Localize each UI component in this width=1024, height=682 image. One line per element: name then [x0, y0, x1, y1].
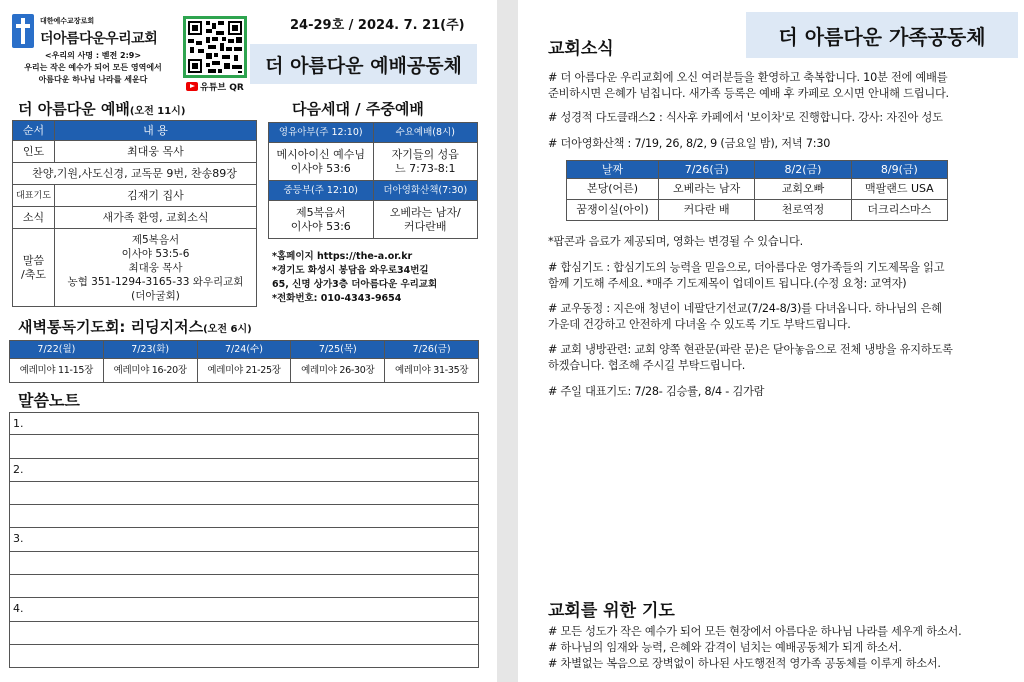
table-cell: 맥팔랜드 USA: [851, 179, 947, 200]
youtube-icon: [186, 82, 198, 91]
youtube-qr-label: [186, 80, 244, 93]
news-line: # 합심기도 : 합심기도의 능력을 믿음으로, 더아름다운 영가족들의 기도제목을 읽고: [548, 261, 945, 274]
table-row: [13, 229, 257, 307]
prayer-title: 교회를 위한 기도: [548, 601, 675, 621]
table-row: [13, 141, 257, 163]
note-line[interactable]: [9, 505, 479, 528]
news-line: # 교우동정 : 지은애 청년이 네팔단기선교(7/24-8/3)를 다녀옵니다. 하나님의 은혜: [548, 302, 942, 315]
note-line[interactable]: [9, 435, 479, 458]
news-line: # 더 아름다운 우리교회에 오신 여러분들을 환영하고 축복합니다. 10분 전에 예배를: [548, 71, 948, 84]
phone-number: *전화번호: 010-4343-9654: [272, 293, 402, 304]
table-cell: 천로역정: [755, 200, 851, 221]
order-label: 인도: [13, 141, 55, 163]
note-line[interactable]: 2.: [9, 459, 479, 482]
left-page: [0, 0, 497, 682]
sermon-content: [55, 229, 257, 307]
prayer-list: [548, 624, 1018, 672]
news-item: *팝콘과 음료가 제공되며, 영화는 변경될 수 있습니다.: [548, 235, 803, 248]
dawn-prayer-time: (오전 6시): [203, 324, 252, 335]
homepage-link[interactable]: *홈페이지 https://the-a.or.kr: [272, 251, 413, 262]
film-schedule-table: [566, 160, 948, 221]
table-row: [269, 143, 478, 181]
news-item: [548, 70, 1018, 102]
table-row: [10, 359, 479, 383]
news-line: 하겠습니다. 협조해 주시길 부탁드립니다.: [548, 359, 746, 372]
address-line: 65, 신명 상가3층 더아름다운 우리교회: [272, 279, 438, 290]
news-line: # 교회 냉방관련: 교회 양쪽 현관문(파란 문)은 닫아놓음으로 전체 냉방을 유지하도록: [548, 343, 953, 356]
sermon-label-line: 말씀: [22, 253, 45, 267]
table-header: 7/26(금): [659, 161, 755, 179]
prayer-item: # 차별없는 복음으로 장벽없이 하나된 사도행전적 영가족 공동체를 이루게 하소서.: [548, 657, 941, 670]
news-line: 가운데 건강하고 안전하게 다녀올 수 있도록 기도 부탁드립니다.: [548, 318, 851, 331]
note-line[interactable]: 4.: [9, 598, 479, 621]
table-header: 7/22(월): [10, 341, 104, 359]
table-cell: 꿈쟁이실(아이): [567, 200, 659, 221]
table-header: 영유아부(주 12:10): [269, 123, 374, 143]
table-header: 7/24(수): [197, 341, 291, 359]
table-cell: 오베라는 남자: [659, 179, 755, 200]
qr-code-pattern: [186, 19, 244, 75]
table-cell: 제5복음서 이사야 53:6: [269, 201, 374, 239]
sermon-notes-title: 말씀노트: [18, 391, 80, 410]
table-row: [13, 207, 257, 229]
sermon-line: 최대웅 목사: [128, 261, 183, 274]
next-gen-table: [268, 122, 478, 239]
table-header: 7/23(화): [103, 341, 197, 359]
worship-title-text: 더 아름다운 예배: [18, 100, 130, 118]
issue-number: 24-29호 / 2024. 7. 21(주): [290, 18, 465, 33]
worship-order-table: [12, 120, 257, 307]
table-cell: 예레미야 31-35장: [385, 359, 479, 383]
dawn-reading-table: [9, 340, 479, 383]
table-row: [269, 201, 478, 239]
table-cell: 예레미야 11-15장: [10, 359, 104, 383]
order-content: 김재기 집사: [55, 185, 257, 207]
table-cell: 더크리스마스: [851, 200, 947, 221]
contact-info: [272, 250, 437, 306]
denomination: 대한예수교장로회: [40, 17, 95, 25]
dawn-prayer-title-text: 새벽통독기도회: 리딩지저스: [18, 318, 204, 336]
youtube-label: 유튜브 QR: [200, 83, 244, 93]
order-content: 새가족 환영, 교회소식: [55, 207, 257, 229]
table-header: 순서: [13, 121, 55, 141]
news-item: [548, 342, 1018, 374]
news-item: # 더아영화산책 : 7/19, 26, 8/2, 9 (금요일 밤), 저녁 7:30: [548, 137, 831, 150]
table-header: 8/2(금): [755, 161, 851, 179]
mission-title: <우리의 사명 : 벧전 2:9>: [44, 51, 142, 60]
table-header: 더아영화산책(7:30): [373, 181, 478, 201]
note-line[interactable]: [9, 482, 479, 505]
sermon-line: 이사야 53:5-6: [121, 247, 190, 260]
note-line[interactable]: 3.: [9, 528, 479, 551]
mission-statement: [4, 50, 182, 86]
note-line[interactable]: [9, 552, 479, 575]
sermon-label-line: /축도: [21, 267, 46, 281]
order-label: 대표기도: [13, 185, 55, 207]
sermon-line: (더아굴회): [131, 289, 180, 302]
news-item: [548, 301, 1018, 333]
prayer-item: # 모든 성도가 작은 예수가 되어 모든 현장에서 아름다운 하나님 나라를 세우게 하소서.: [548, 625, 962, 638]
order-label: 소식: [13, 207, 55, 229]
worship-time: (오전 11시): [129, 106, 186, 117]
news-line: 준비하시면 은혜가 넘칩니다. 새가족 등록은 예배 후 카페로 오시면 안내해 드립니다.: [548, 87, 949, 100]
table-cell: 교회오빠: [755, 179, 851, 200]
family-community-banner: 더 아름다운 가족공동체: [746, 12, 1018, 58]
table-cell: 오베라는 남자/ 커다란배: [373, 201, 478, 239]
address-line: *경기도 화성시 봉담읍 와우로34번길: [272, 265, 429, 276]
table-header: 수요예배(8시): [373, 123, 478, 143]
dawn-prayer-title: [18, 316, 252, 337]
news-item: # 성경적 다도클래스2 : 식사후 카페에서 '보이차'로 진행합니다. 강사: 자진아 성도: [548, 111, 943, 124]
table-row: [567, 200, 948, 221]
table-row: [13, 185, 257, 207]
church-name: 더아름다운우리교회: [40, 31, 158, 47]
table-row: [13, 163, 257, 185]
table-cell: 예레미야 16-20장: [103, 359, 197, 383]
table-header: 내 용: [55, 121, 257, 141]
table-cell: 자기들의 성읍 느 7:73-8:1: [373, 143, 478, 181]
sermon-line: 농협 351-1294-3165-33 와우리교회: [67, 275, 244, 288]
table-cell: 예레미야 21-25장: [197, 359, 291, 383]
table-row: [567, 179, 948, 200]
prayer-item: # 하나님의 임재와 능력, 은혜와 감격이 넘치는 예배공동체가 되게 하소서.: [548, 641, 902, 654]
qr-code-icon[interactable]: [183, 16, 247, 78]
right-page: [518, 0, 1024, 682]
note-line[interactable]: [9, 645, 479, 668]
sermon-notes[interactable]: [9, 412, 479, 668]
note-line[interactable]: 1.: [9, 412, 479, 435]
table-header: 7/26(금): [385, 341, 479, 359]
table-header: 8/9(금): [851, 161, 947, 179]
order-content: 최대웅 목사: [55, 141, 257, 163]
news-item: [548, 260, 1018, 292]
note-line[interactable]: [9, 622, 479, 645]
sermon-label: [13, 229, 55, 307]
mission-line: 아름다운 하나님 나라를 세운다: [38, 75, 148, 84]
table-cell: 커다란 배: [659, 200, 755, 221]
table-header: 7/25(목): [291, 341, 385, 359]
worship-title: [18, 98, 185, 119]
news-line: 함께 기도해 주세요. *매주 기도제목이 업데이트 됩니다.(수정 요청: 교역자): [548, 277, 907, 290]
mission-line: 우리는 작은 예수가 되어 모든 영역에서: [24, 63, 162, 72]
sermon-line: 제5복음서: [131, 233, 180, 246]
news-item: # 주일 대표기도: 7/28- 김승률, 8/4 - 김가람: [548, 385, 765, 398]
news-title: 교회소식: [548, 39, 614, 59]
table-cell: 메시아이신 예수님 이사야 53:6: [269, 143, 374, 181]
table-header: 중등부(주 12:10): [269, 181, 374, 201]
next-gen-title: 다음세대 / 주중예배: [292, 100, 424, 118]
order-content: 찬양,기원,사도신경, 교독문 9번, 찬송89장: [13, 163, 257, 185]
worship-community-banner: 더 아름다운 예배공동체: [250, 44, 477, 84]
table-cell: 본당(어른): [567, 179, 659, 200]
table-cell: 예레미야 26-30장: [291, 359, 385, 383]
church-logo-icon: [12, 14, 34, 48]
table-header: 날짜: [567, 161, 659, 179]
note-line[interactable]: [9, 575, 479, 598]
